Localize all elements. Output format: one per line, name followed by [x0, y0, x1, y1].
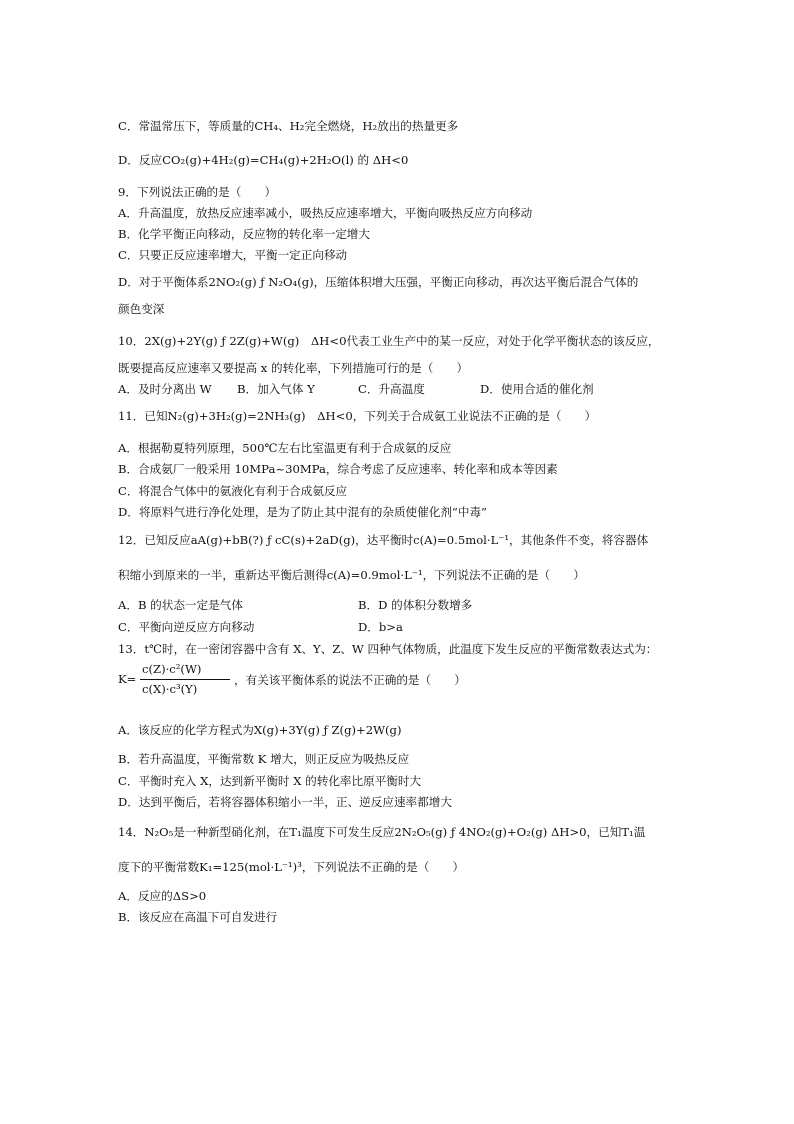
q13-k-denominator: c(X)·c³(Y) — [142, 682, 198, 696]
q8-option-d: D．反应CO₂(g)+4H₂(g)=CH₄(g)+2H₂O(l) 的 ΔH<0 — [118, 153, 409, 167]
q13-stem-tail: ，有关该平衡体系的说法不正确的是（ ） — [234, 673, 466, 687]
q10-option-c: C．升高温度 — [358, 382, 425, 396]
q11-option-a: A．根据勒夏特列原理，500℃左右比室温更有利于合成氨的反应 — [118, 441, 452, 455]
q13-option-c: C．平衡时充入 X，达到新平衡时 X 的转化率比原平衡时大 — [118, 774, 422, 788]
q14-stem-line1: 14．N₂O₅是一种新型硝化剂，在T₁温度下可发生反应2N₂O₅(g) ƒ 4NO₂(g)+O₂(g) ΔH>0，已知T₁温 — [118, 825, 646, 839]
q12-option-c: C．平衡向逆反应方向移动 — [118, 620, 255, 634]
q8-option-c: C．常温常压下，等质量的CH₄、H₂完全燃烧，H₂放出的热量更多 — [118, 119, 459, 133]
q9-option-d-line1: D．对于平衡体系2NO₂(g) ƒ N₂O₄(g)，压缩体积增大压强，平衡正向移动，再次达平衡后混合气体的 — [118, 275, 639, 289]
q10-stem-line1: 10．2X(g)+2Y(g) ƒ 2Z(g)+W(g) ΔH<0代表工业生产中的某一反应，对处于化学平衡状态的该反应， — [118, 334, 660, 348]
fraction-bar — [140, 679, 230, 680]
q12-stem-line1: 12．已知反应aA(g)+bB(?) ƒ cC(s)+2aD(g)，达平衡时c(A)=0.5mol·L⁻¹，其他条件不变，将容器体 — [118, 533, 649, 547]
q11-stem: 11．已知N₂(g)+3H₂(g)=2NH₃(g) ΔH<0，下列关于合成氨工业说法不正确的是（ ） — [118, 409, 597, 423]
q9-option-c: C．只要正反应速率增大，平衡一定正向移动 — [118, 248, 348, 262]
q11-option-b: B．合成氨厂一般采用 10MPa~30MPa，综合考虑了反应速率、转化率和成本等因素 — [118, 462, 558, 476]
q13-option-a: A．该反应的化学方程式为X(g)+3Y(g) ƒ Z(g)+2W(g) — [118, 723, 402, 737]
q14-option-a: A．反应的ΔS>0 — [118, 889, 207, 903]
q9-option-a: A．升高温度，放热反应速率减小，吸热反应速率增大，平衡向吸热反应方向移动 — [118, 206, 533, 220]
q11-option-d: D．将原料气进行净化处理，是为了防止其中混有的杂质使催化剂“中毒” — [118, 505, 487, 519]
q9-option-d-line2: 颜色变深 — [118, 302, 165, 316]
q12-option-b: B．D 的体积分数增多 — [358, 598, 473, 612]
q14-option-b: B．该反应在高温下可自发进行 — [118, 910, 278, 924]
q9-stem: 9．下列说法正确的是（ ） — [118, 185, 277, 199]
q12-stem-line2: 积缩小到原来的一半，重新达平衡后测得c(A)=0.9mol·L⁻¹，下列说法不正确的是（ ） — [118, 568, 585, 582]
q10-option-b: B．加入气体 Y — [237, 382, 315, 396]
q9-option-b: B．化学平衡正向移动，反应物的转化率一定增大 — [118, 227, 370, 241]
q10-option-d: D．使用合适的催化剂 — [480, 382, 594, 396]
q13-option-d: D．达到平衡后，若将容器体积缩小一半，正、逆反应速率都增大 — [118, 795, 452, 809]
q11-option-c: C．将混合气体中的氨液化有利于合成氨反应 — [118, 484, 348, 498]
q10-option-a: A．及时分离出 W — [118, 382, 212, 396]
q13-k-numerator: c(Z)·c²(W) — [142, 662, 202, 676]
q13-stem-line1: 13．t℃时，在一密闭容器中含有 X、Y、Z、W 四种气体物质，此温度下发生反应的平衡常数表达式为： — [118, 642, 658, 656]
q13-k-symbol: K= — [118, 672, 137, 686]
q13-option-b: B．若升高温度，平衡常数 K 增大，则正反应为吸热反应 — [118, 752, 410, 766]
q10-stem-line2: 既要提高反应速率又要提高 x 的转化率，下列措施可行的是（ ） — [118, 361, 469, 375]
q12-option-a: A．B 的状态一定是气体 — [118, 598, 243, 612]
q14-stem-line2: 度下的平衡常数K₁=125(mol·L⁻¹)³，下列说法不正确的是（ ） — [118, 860, 465, 874]
q12-option-d: D．b>a — [358, 620, 403, 634]
